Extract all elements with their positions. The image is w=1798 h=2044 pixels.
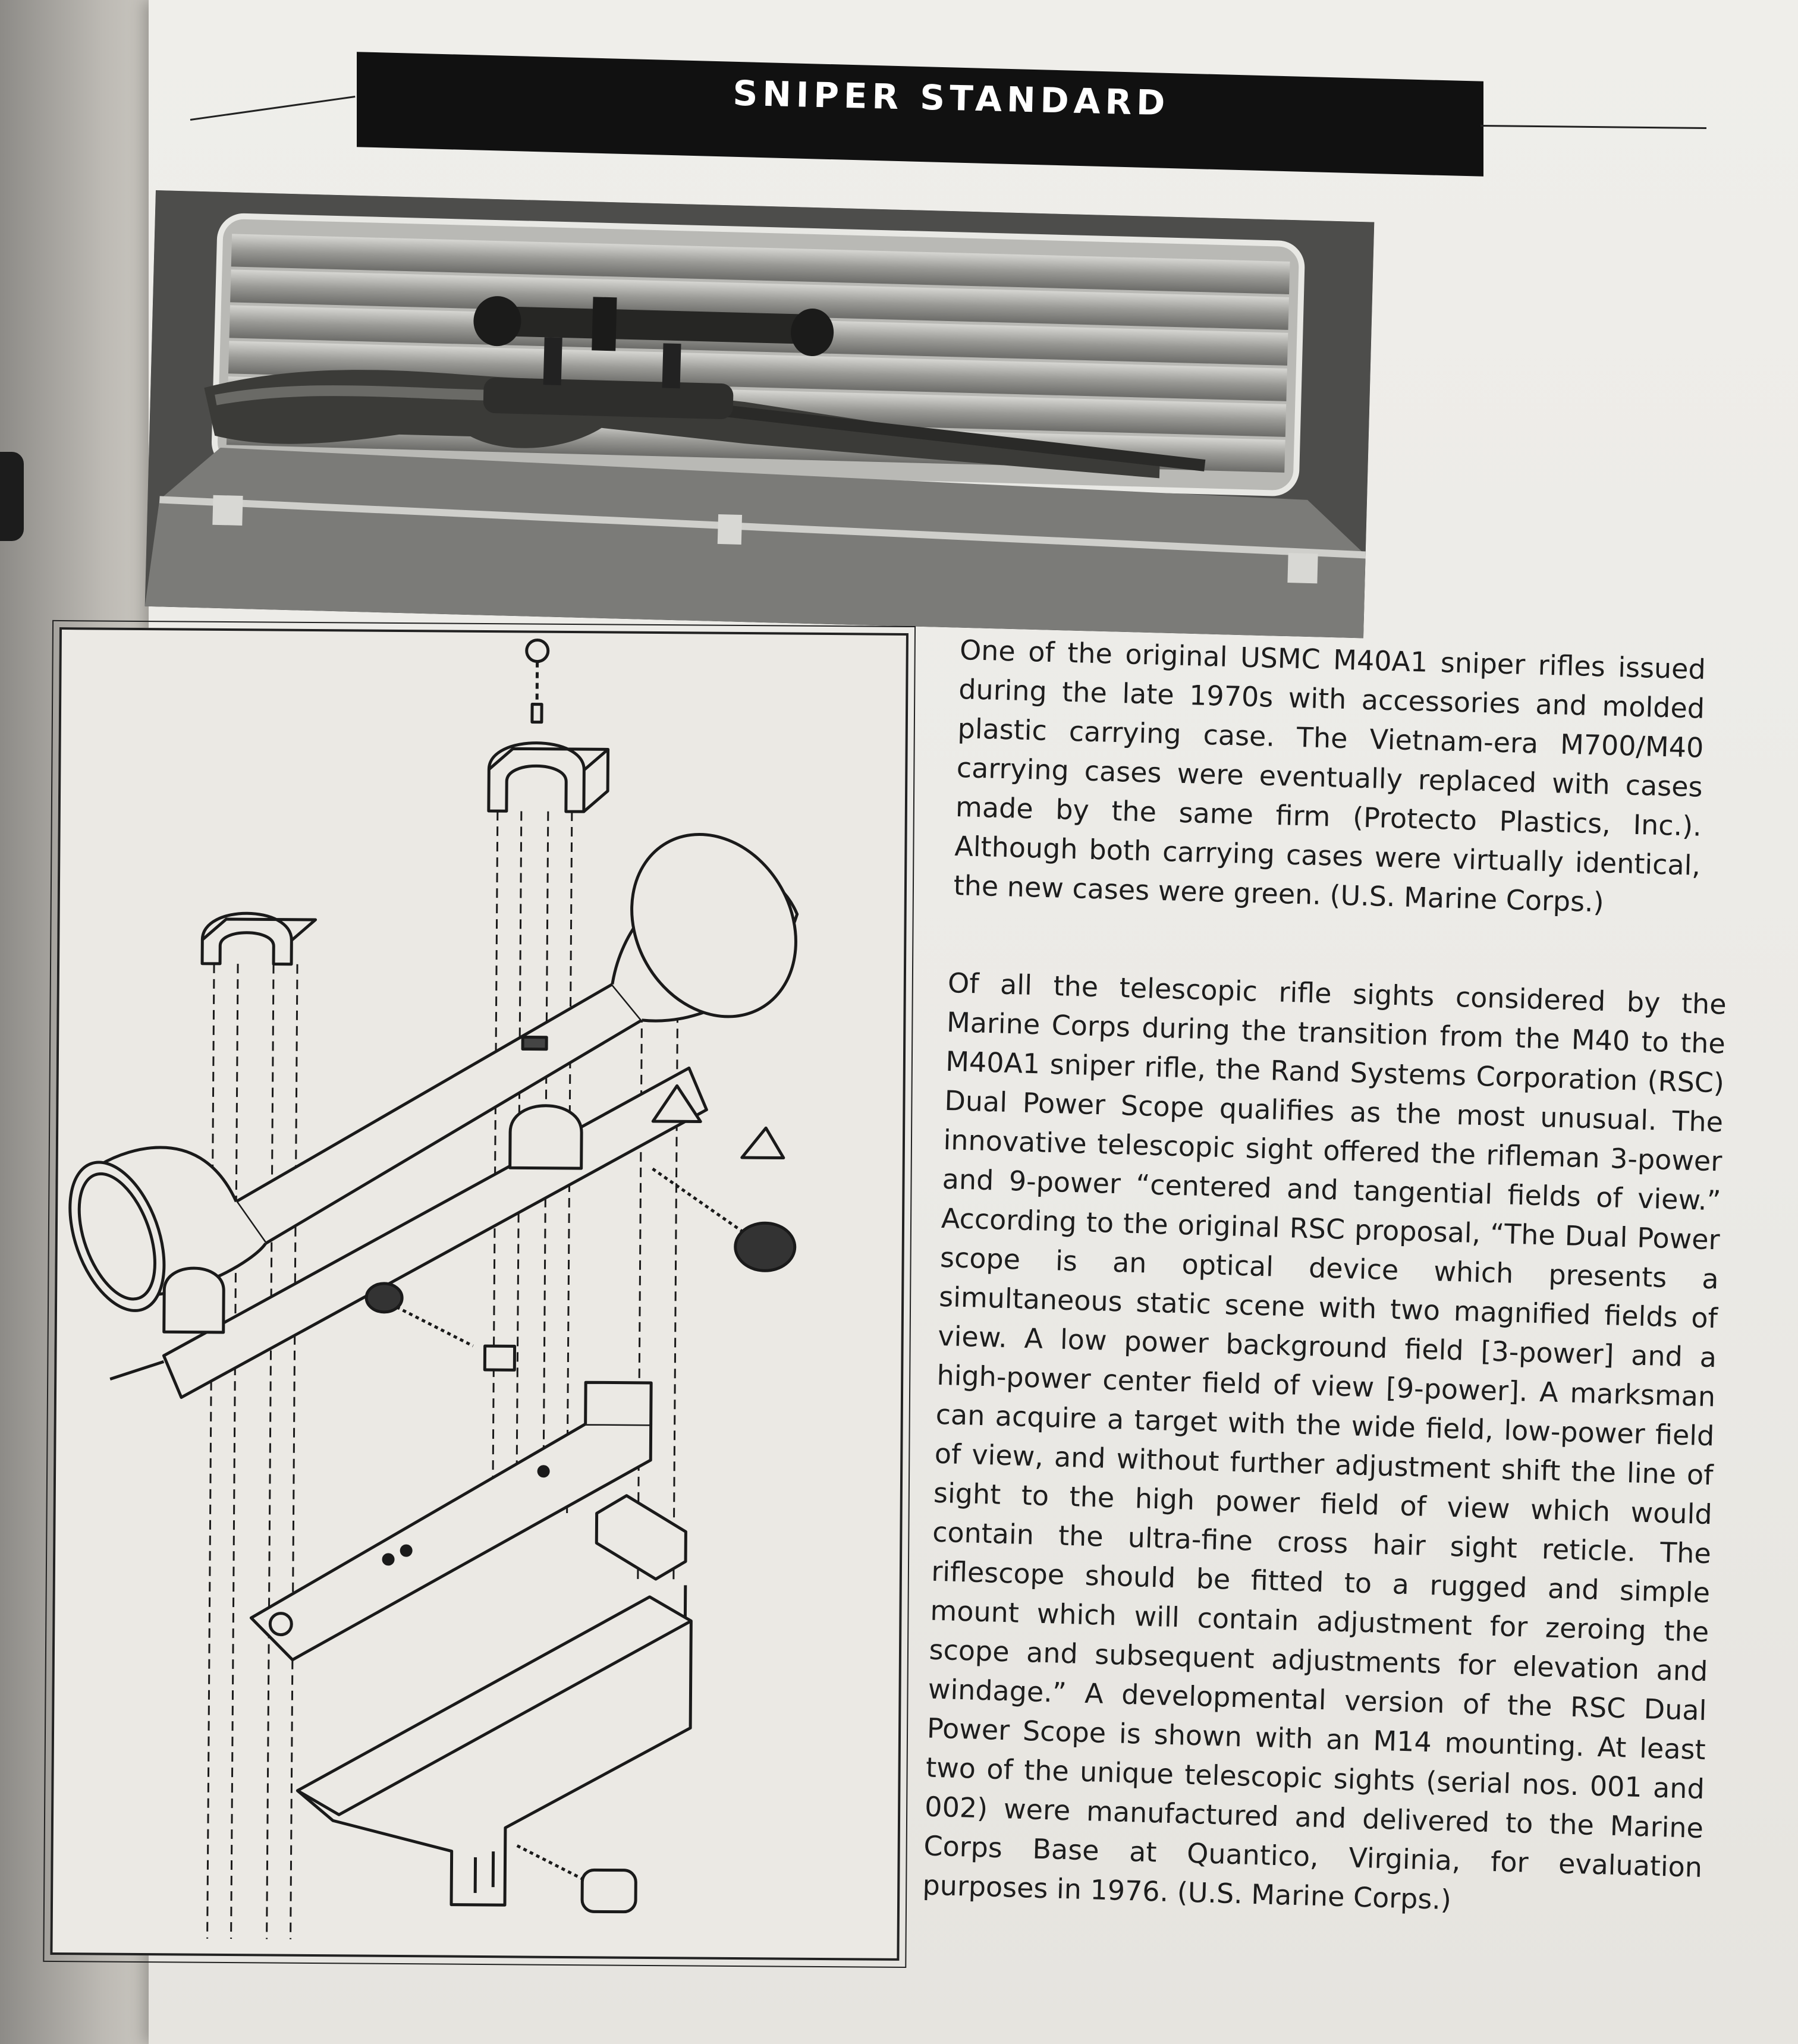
scope-mount-line-drawing <box>52 630 906 1958</box>
scope-mount-exploded-diagram <box>50 627 909 1961</box>
rifle-case-photo-graphic <box>145 190 1375 638</box>
diagram-caption: Of all the telescopic rifle sights considered by the Marine Corps during the transition from the M40 to the M40A1 sniper rifle, the Rand Systems Corporation (RSC) Dual Power Scope qualifies as the most unusual. The innovative telescopic sight offered the rifleman 3-power and 9-power “centered and tangential fields of view.” According to the original RSC proposal, “The Dual Power scope is an optical device which presents a simultaneous static scene with two magnified fields of view. A low power background field [3-power] and a high-power center field of view [9-power]. A marksman can acquire a target with the wide field, low-power field of view, and without further adjustment shift the line of sight to the high power field of view which would contain the ultra-fine cross hair sight reticle. The riflescope should be fitted to a rugged and simple mount which will contain adjustment for zeroing the scope and subsequent adjustments for elevation and windage.” A developmental version of the RSC Dual Power Scope is shown with an M14 mounting. At least two of the unique telescopic sights (serial nos. 001 and 002) were manufactured and delivered to the Marine Corps Base at Quantico, Virginia, for evaluation purposes in 1976. (U.S. Marine Corps.) <box>922 966 1727 1916</box>
photo-caption: One of the original USMC M40A1 sniper rifles issued during the late 1970s with accessories and molded plastic carrying case. The Vietnam-era M700/M40 carrying cases were eventually replaced with cases made by the same firm (Protecto Plastics, Inc.). Although both carrying cases were virtually identical, the new cases were green. (U.S. Marine Corps.) <box>953 633 1706 919</box>
facing-page-dark-mark <box>0 452 24 541</box>
running-header-title: SNIPER STANDARD <box>732 73 1171 124</box>
rifle-case-photo <box>145 190 1375 638</box>
